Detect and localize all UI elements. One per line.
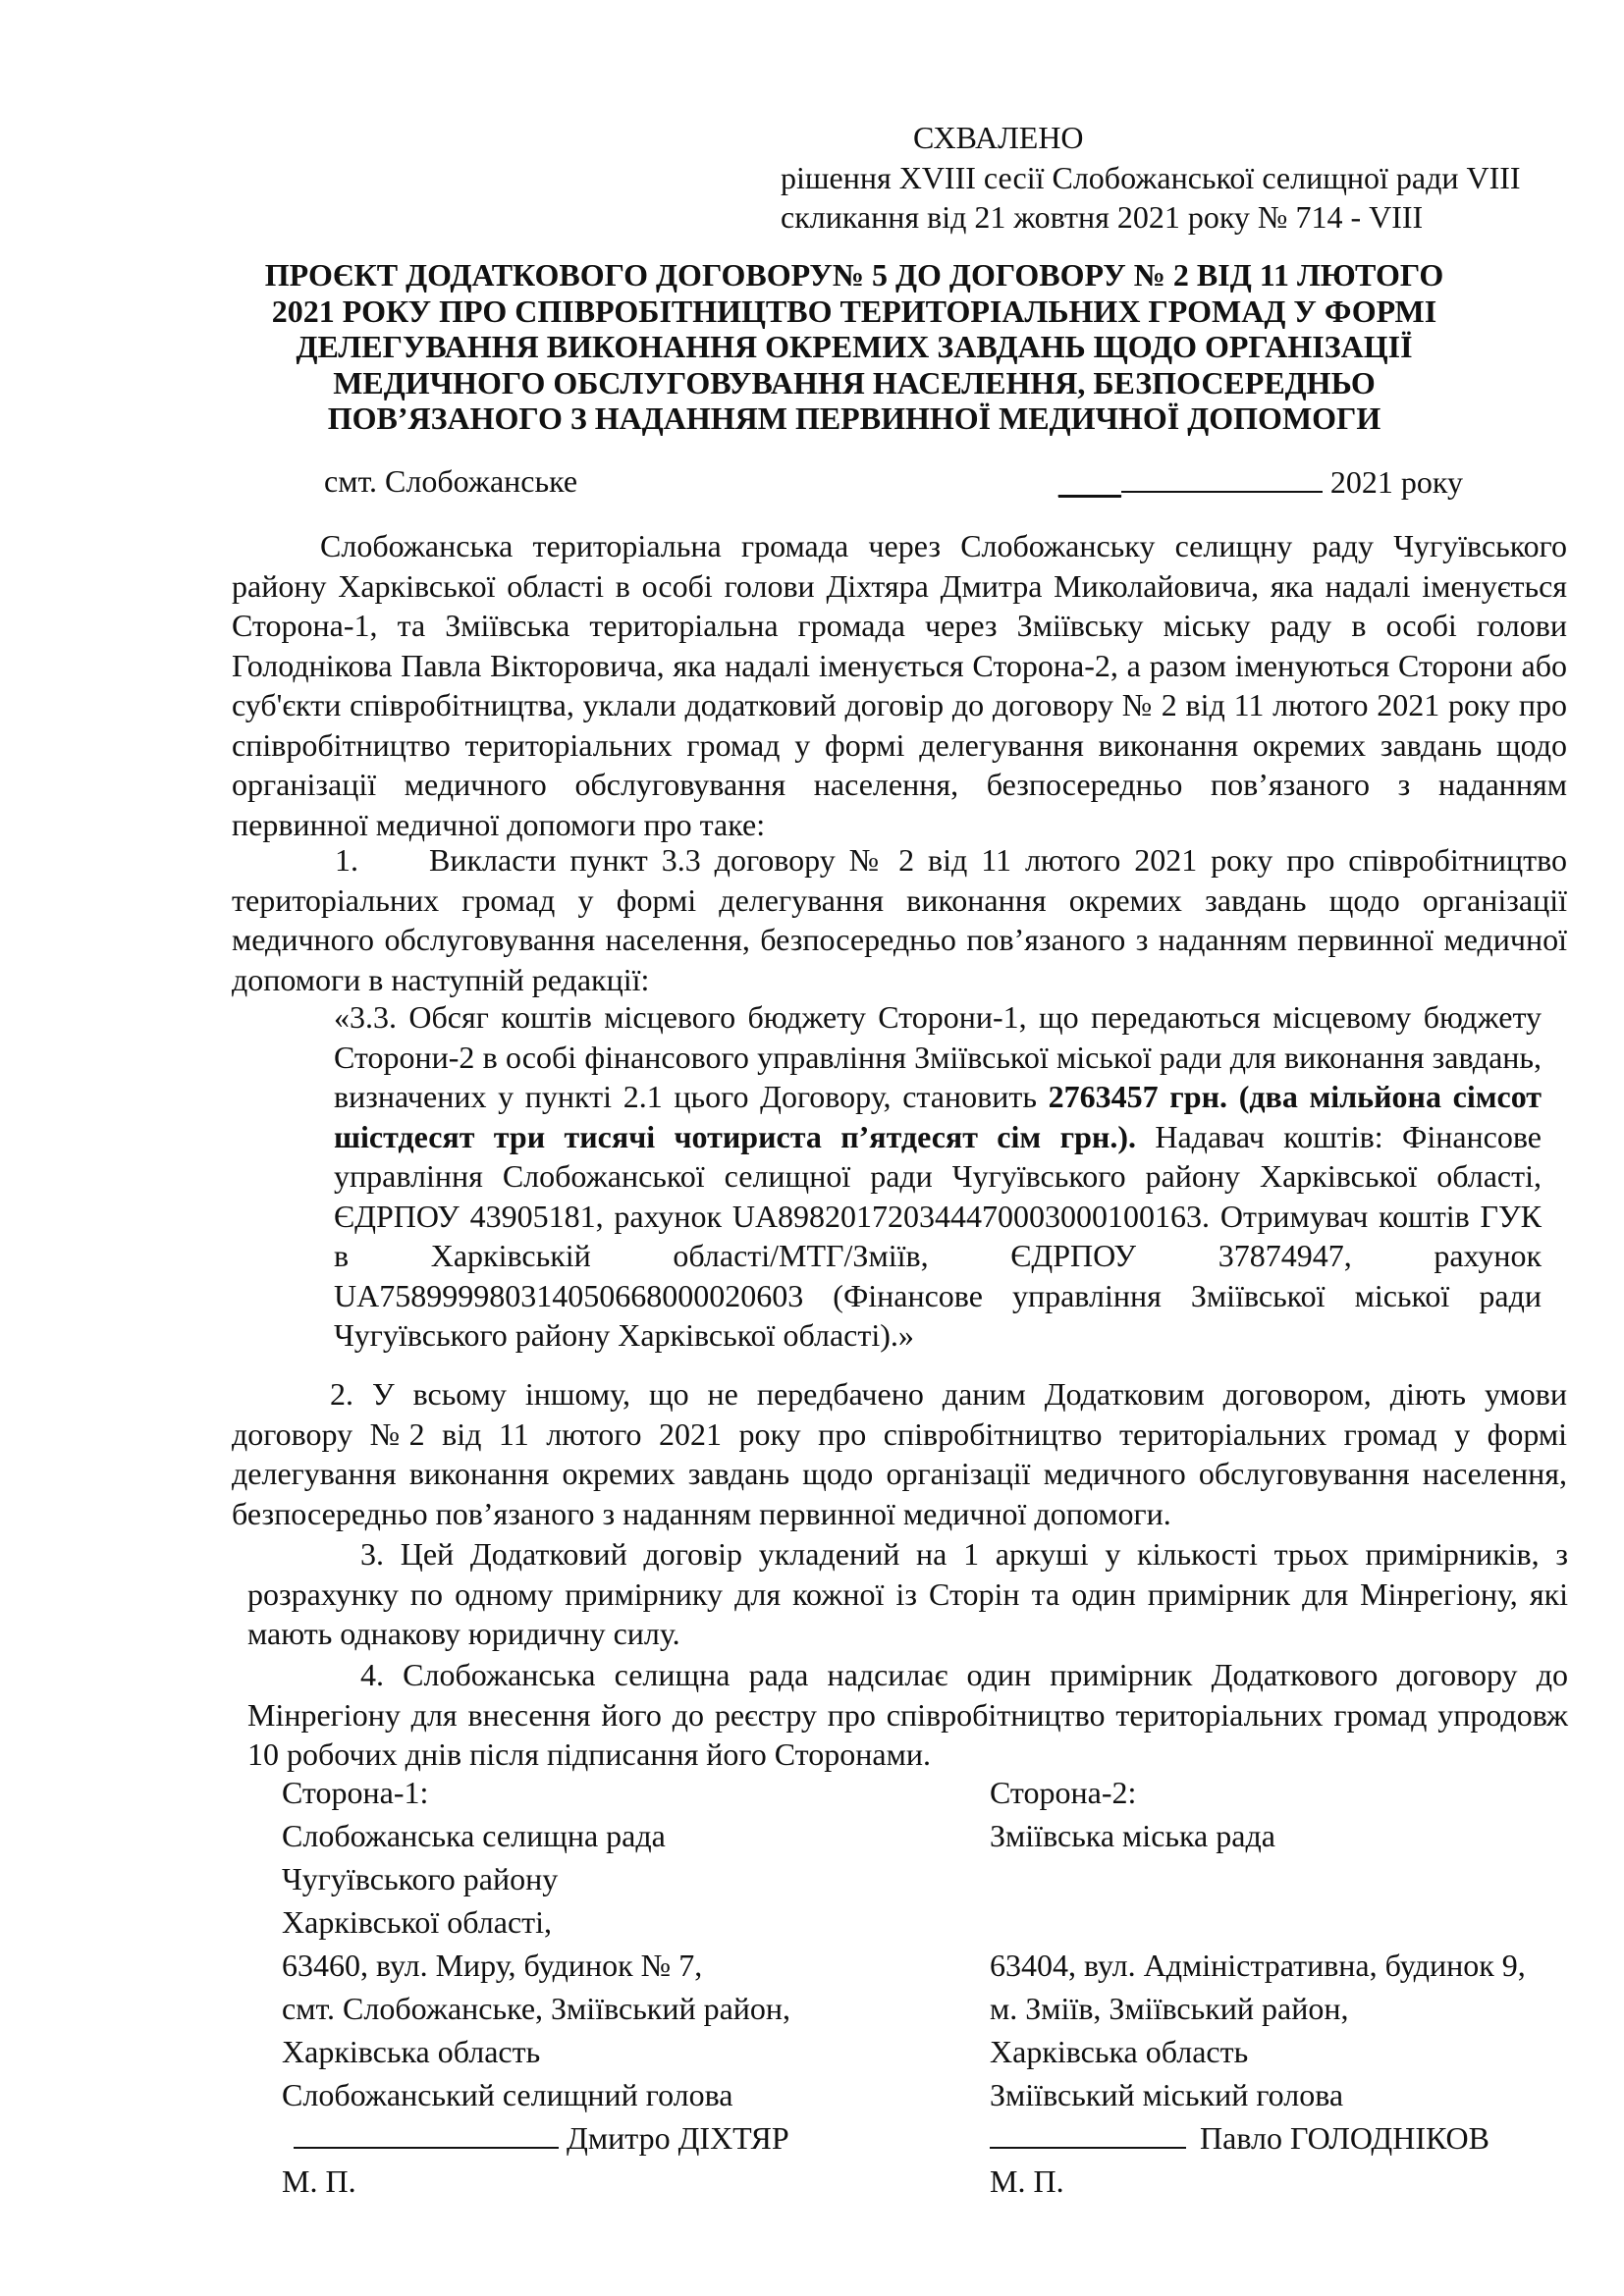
date-year: 2021 року [1329,464,1463,500]
party-1-position: Слобожанський селищний голова [282,2077,733,2112]
title-line: ПОВ’ЯЗАНОГО З НАДАННЯМ ПЕРВИННОЇ МЕДИЧНОЇ ДОПОМОГИ [327,400,1381,436]
date-blank: ____ [1057,464,1121,500]
date-underline [1121,461,1323,493]
place-date-line [324,461,1463,501]
quote-part-2: Надавач коштів: Фінансове управління Слобожанської селищної ради Чугуївського району Харківської області, ЄДРПОУ 43905181, рахунок UA898201720344470003000100163. Отримувач коштів ГУК в Харківській області/МТГ/Зміїв, ЄДРПОУ 37874947, рахунок UA758999980314050668000020603 (Фінансове управління Зміївської міської ради Чугуївського району Харківської області).» [334,1118,1542,1353]
party-2-address: 63404, вул. Адміністративна, будинок 9, [990,1948,1526,1983]
title-line: 2021 РОКУ ПРО СПІВРОБІТНИЦТВО ТЕРИТОРІАЛЬНИХ ГРОМАД У ФОРМІ [271,293,1437,329]
party-1-address: Харківська область [282,2034,541,2069]
quoted-clause-3-3 [334,997,1542,1356]
party-1-heading: Сторона-1: [282,1775,429,1810]
title-line: МЕДИЧНОГО ОБСЛУГОВУВАННЯ НАСЕЛЕННЯ, БЕЗПОСЕРЕДНЬО [333,364,1376,400]
party-1-signatory: Дмитро ДІХТЯР [567,2120,789,2156]
party-1-name: Харківської області, [282,1904,553,1940]
item-1-number: 1. [335,842,358,878]
signature-underline [294,2117,559,2149]
item-1-text: Викласти пункт 3.3 договору № 2 від 11 лютого 2021 року про співробітництво територіальних громад у формі делегування виконання окремих завдань щодо організації медичного обслуговування населення, безпосередньо пов’язаного з наданням первинної медичної допомоги в наступній редакції: [232,842,1567,997]
item-3-paragraph: 3. Цей Додатковий договір укладений на 1 аркуші у кількості трьох примірників, з розрахунку по одному примірнику для кожної із Сторін та один примірник для Мінрегіону, які мають однакову юридичну силу. [247,1536,1568,1651]
party-2-signature-block [990,1771,1598,2203]
item-2-paragraph: 2. У всьому іншому, що не передбачено даним Додатковим договором, діють умови договору №2 від 11 лютого 2021 року про співробітництво територіальних громад у формі делегування виконання окремих завдань щодо організації медичного обслуговування населення, безпосередньо пов’язаного з наданням первинної медичної допомоги. [232,1376,1567,1531]
party-1-signature-line [282,2116,891,2160]
quote-amount: 2763457 грн. (два мільйона сімсот шістдесят три тисячі чотириста п’ятдесят сім грн.). [334,1079,1543,1154]
signing-date [1058,461,1463,503]
party-2-seal: М. П. [990,2163,1064,2199]
document-title [226,257,1483,437]
signature-underline [990,2117,1186,2149]
quote-part-1: «3.3. Обсяг коштів місцевого бюджету Сторони-1, що передаються місцевому бюджету Сторони-2 в особі фінансового управління Зміївської міської ради для виконання завдань, визначених у пункті 2.1 цього Договору, становить [334,999,1542,1114]
approval-stamp [781,118,1566,238]
party-1-address: 63460, вул. Миру, будинок № 7, [282,1948,703,1983]
party-2-signatory: Павло ГОЛОДНІКОВ [1200,2120,1489,2156]
place-of-signing: смт. Слобожанське [324,463,578,499]
approval-decision-line: рішення XVIII сесії Слобожанської селищної ради VIII [781,159,1521,195]
intro-paragraph: Слобожанська територіальна громада через Слобожанську селищну раду Чугуївського району Харківської області в особі голови Діхтяра Дмитра Миколайовича, яка надалі іменується Сторона-1, та Зміївська територіальна громада через Зміївську міську раду в особі голови Голоднікова Павла Вікторовича, яка надалі іменується Сторона-2, а разом іменуються Сторони або суб'єкти співробітництва, уклали додатковий договір до договору № 2 від 11 лютого 2021 року про співробітництво територіальних громад у формі делегування виконання окремих завдань щодо організації медичного обслуговування населення, безпосередньо пов’язаного з наданням первинної медичної допомоги про таке: [232,528,1567,842]
party-1-signature-block [282,1771,891,2203]
party-2-signature-line [990,2116,1598,2160]
party-2-name: Зміївська міська рада [990,1818,1275,1853]
party-2-heading: Сторона-2: [990,1775,1137,1810]
approval-date-line: скликання від 21 жовтня 2021 року № 714 - VIII [781,199,1424,235]
party-1-name: Чугуївського району [282,1861,559,1896]
title-line: ДЕЛЕГУВАННЯ ВИКОНАННЯ ОКРЕМИХ ЗАВДАНЬ ЩОДО ОРГАНІЗАЦІЇ [296,329,1413,364]
party-2-position: Зміївський міський голова [990,2077,1344,2112]
party-1-address: смт. Слобожанське, Зміївський район, [282,1991,791,2026]
spacer [990,1857,1598,1900]
item-4-paragraph: 4. Слобожанська селищна рада надсилає один примірник Додаткового договору до Мінрегіону для внесення його до реєстру про співробітництво територіальних громад упродовж 10 робочих днів після підписання його Сторонами. [247,1657,1568,1772]
party-1-name: Слобожанська селищна рада [282,1818,666,1853]
item-1-paragraph [232,840,1567,999]
spacer [990,1900,1598,1944]
party-1-seal: М. П. [282,2163,356,2199]
party-2-address: м. Зміїв, Зміївський район, [990,1991,1349,2026]
title-line: ПРОЄКТ ДОДАТКОВОГО ДОГОВОРУ№ 5 ДО ДОГОВОРУ № 2 ВІД 11 ЛЮТОГО [264,257,1444,293]
approval-heading: СХВАЛЕНО [913,120,1084,155]
party-2-address: Харківська область [990,2034,1249,2069]
